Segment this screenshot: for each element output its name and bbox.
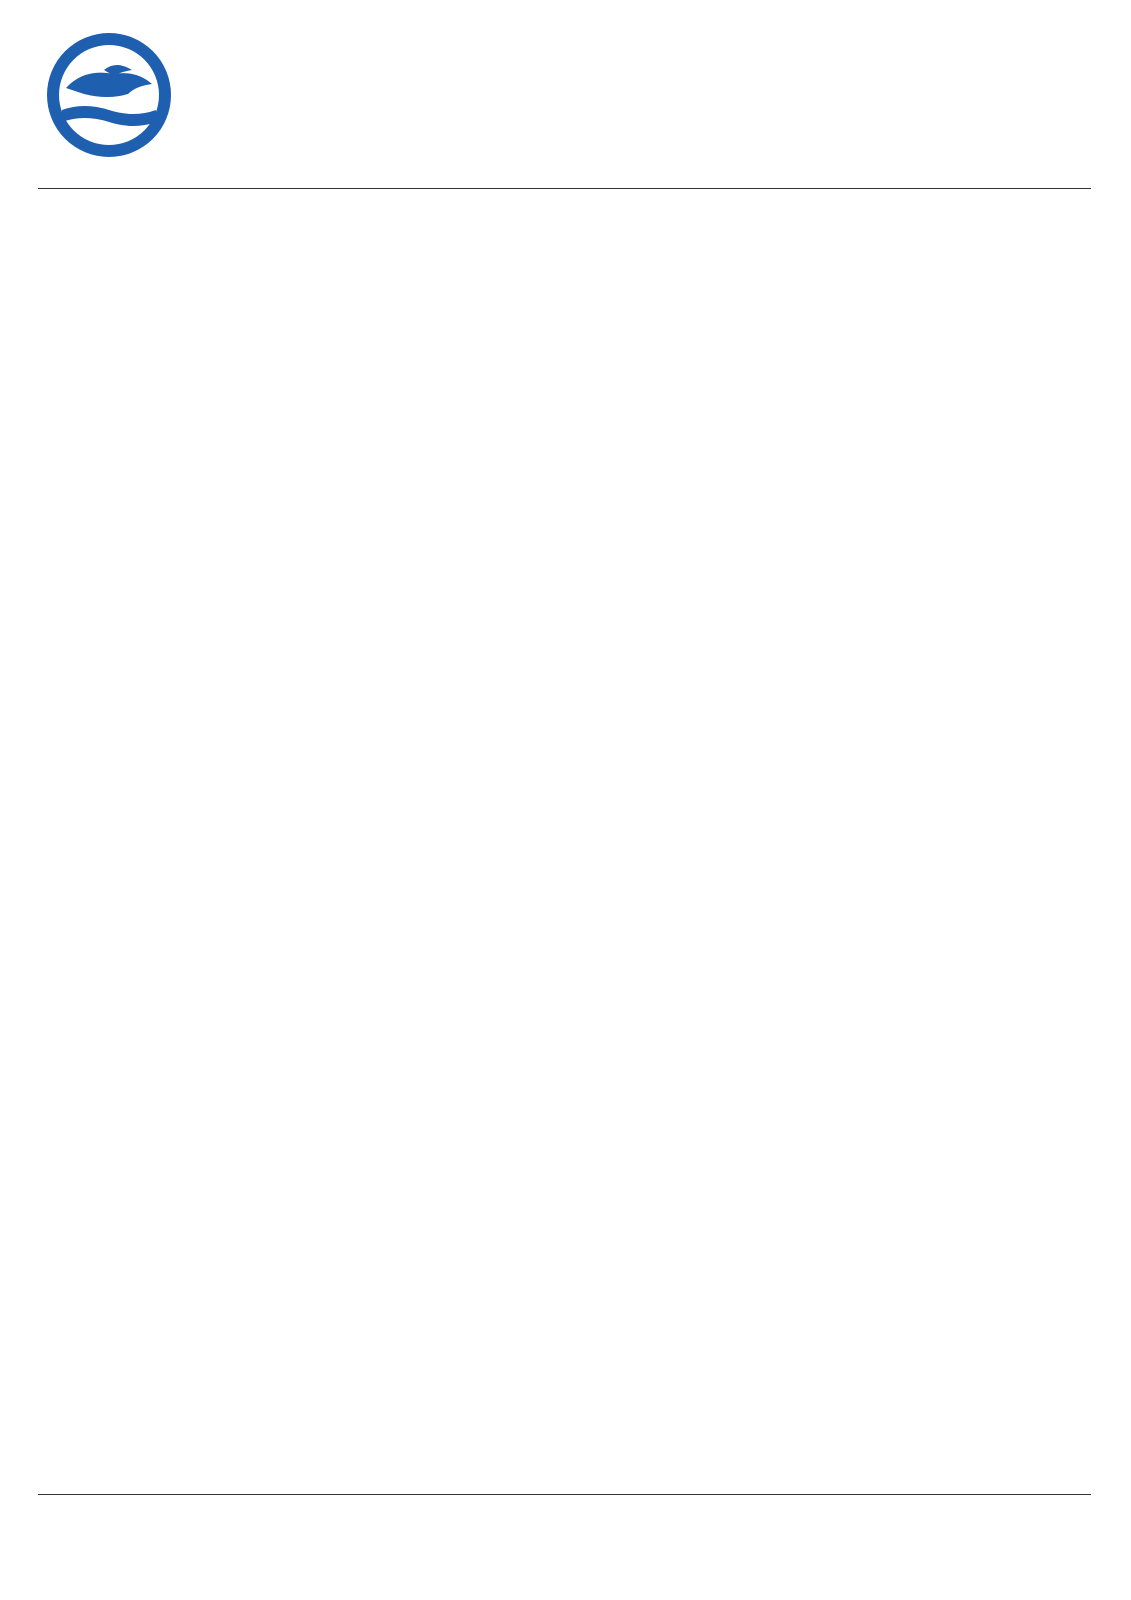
start-list-content	[38, 210, 1093, 310]
abmn-logo	[44, 30, 174, 160]
footer-divider	[38, 1494, 1091, 1495]
event-title	[36, 254, 1093, 284]
header-divider	[38, 188, 1091, 189]
column-header	[38, 292, 1093, 310]
